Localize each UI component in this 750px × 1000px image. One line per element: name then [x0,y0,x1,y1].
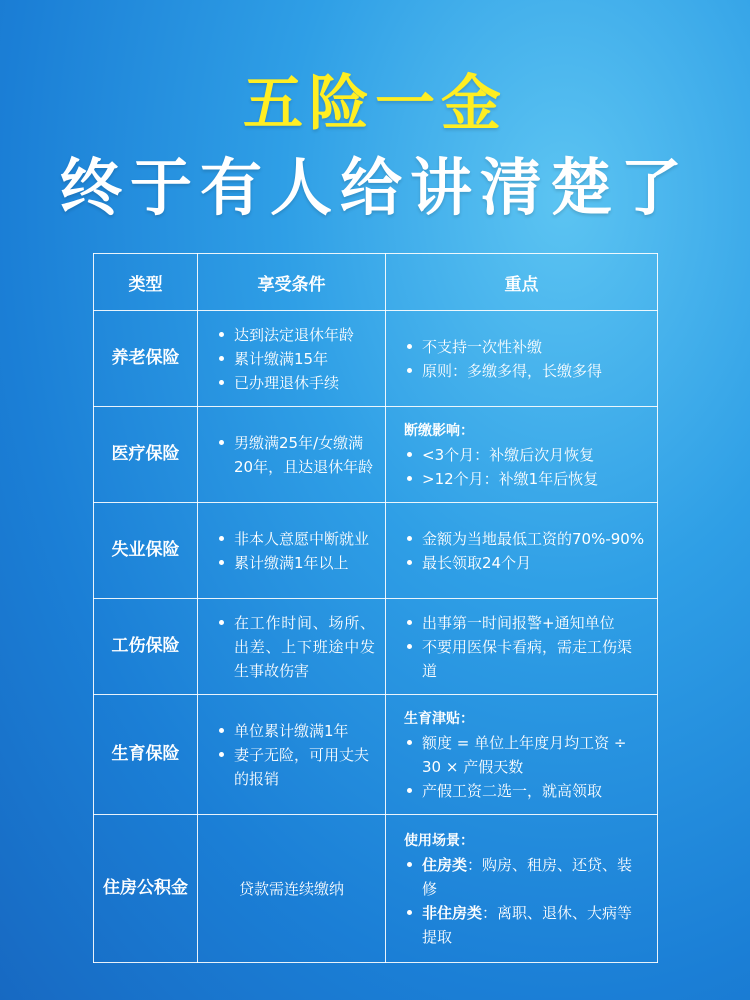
condition-item: 在工作时间、场所、出差、上下班途中发生事故伤害 [216,611,375,683]
title-line-1: 五险一金 [243,69,507,139]
type-cell: 住房公积金 [94,815,198,963]
type-cell: 工伤保险 [94,599,198,695]
condition-text: 贷款需连续缴纳 [238,879,344,898]
condition-item: 妻子无险，可用丈夫的报销 [216,743,375,791]
points-cell [386,815,658,963]
point-text: ：购房、租房、还贷、装修 [422,855,633,898]
condition-item: 男缴满25年/女缴满20年，且达退休年龄 [216,431,375,479]
point-text: ：离职、退休、大病等提取 [422,903,633,946]
table-row [94,503,658,599]
type-cell: 失业保险 [94,503,198,599]
condition-item: 已办理退休手续 [216,371,375,395]
conditions-cell [198,407,386,503]
condition-item: 单位累计缴满1年 [216,719,375,743]
points-title: 使用场景： [404,832,474,849]
points-title: 断缴影响： [404,422,474,439]
point-lead: 非住房类 [422,903,483,922]
table-row [94,815,658,963]
condition-item: 达到法定退休年龄 [216,323,375,347]
points-cell [386,311,658,407]
type-cell: 养老保险 [94,311,198,407]
point-item: 不支持一次性补缴 [404,335,645,359]
type-cell: 医疗保险 [94,407,198,503]
conditions-cell [198,503,386,599]
conditions-cell [198,311,386,407]
table-row [94,407,658,503]
conditions-cell [198,599,386,695]
condition-item: 累计缴满15年 [216,347,375,371]
table-row [94,311,658,407]
header-type: 类型 [94,254,198,311]
title-line-2: 终于有人给讲清楚了 [59,151,690,224]
type-cell: 生育保险 [94,695,198,815]
points-cell [386,407,658,503]
header-conditions: 享受条件 [198,254,386,311]
point-item: 原则：多缴多得，长缴多得 [404,359,645,383]
points-cell [386,503,658,599]
point-item: <3个月：补缴后次月恢复 [404,443,645,467]
points-cell [386,599,658,695]
conditions-cell [198,815,386,963]
points-cell [386,695,658,815]
point-item: 最长领取24个月 [404,551,645,575]
point-item: >12个月：补缴1年后恢复 [404,467,645,491]
points-title: 生育津贴： [404,710,474,727]
point-item: 产假工资二选一，就高领取 [404,779,645,803]
condition-item: 累计缴满1年以上 [216,551,375,575]
table-row [94,599,658,695]
point-item: 金额为当地最低工资的70%-90% [404,527,645,551]
table-row [94,695,658,815]
condition-item: 非本人意愿中断就业 [216,527,375,551]
conditions-cell [198,695,386,815]
table-header-row [94,254,658,311]
point-item: 额度 = 单位上年度月均工资 ÷ 30 × 产假天数 [404,731,645,779]
insurance-table [93,253,658,963]
point-item: 出事第一时间报警+通知单位 [404,611,645,635]
point-lead: 住房类 [422,855,468,874]
point-item [404,853,645,901]
point-item [404,901,645,949]
header-points: 重点 [386,254,658,311]
point-item: 不要用医保卡看病，需走工伤渠道 [404,635,645,683]
